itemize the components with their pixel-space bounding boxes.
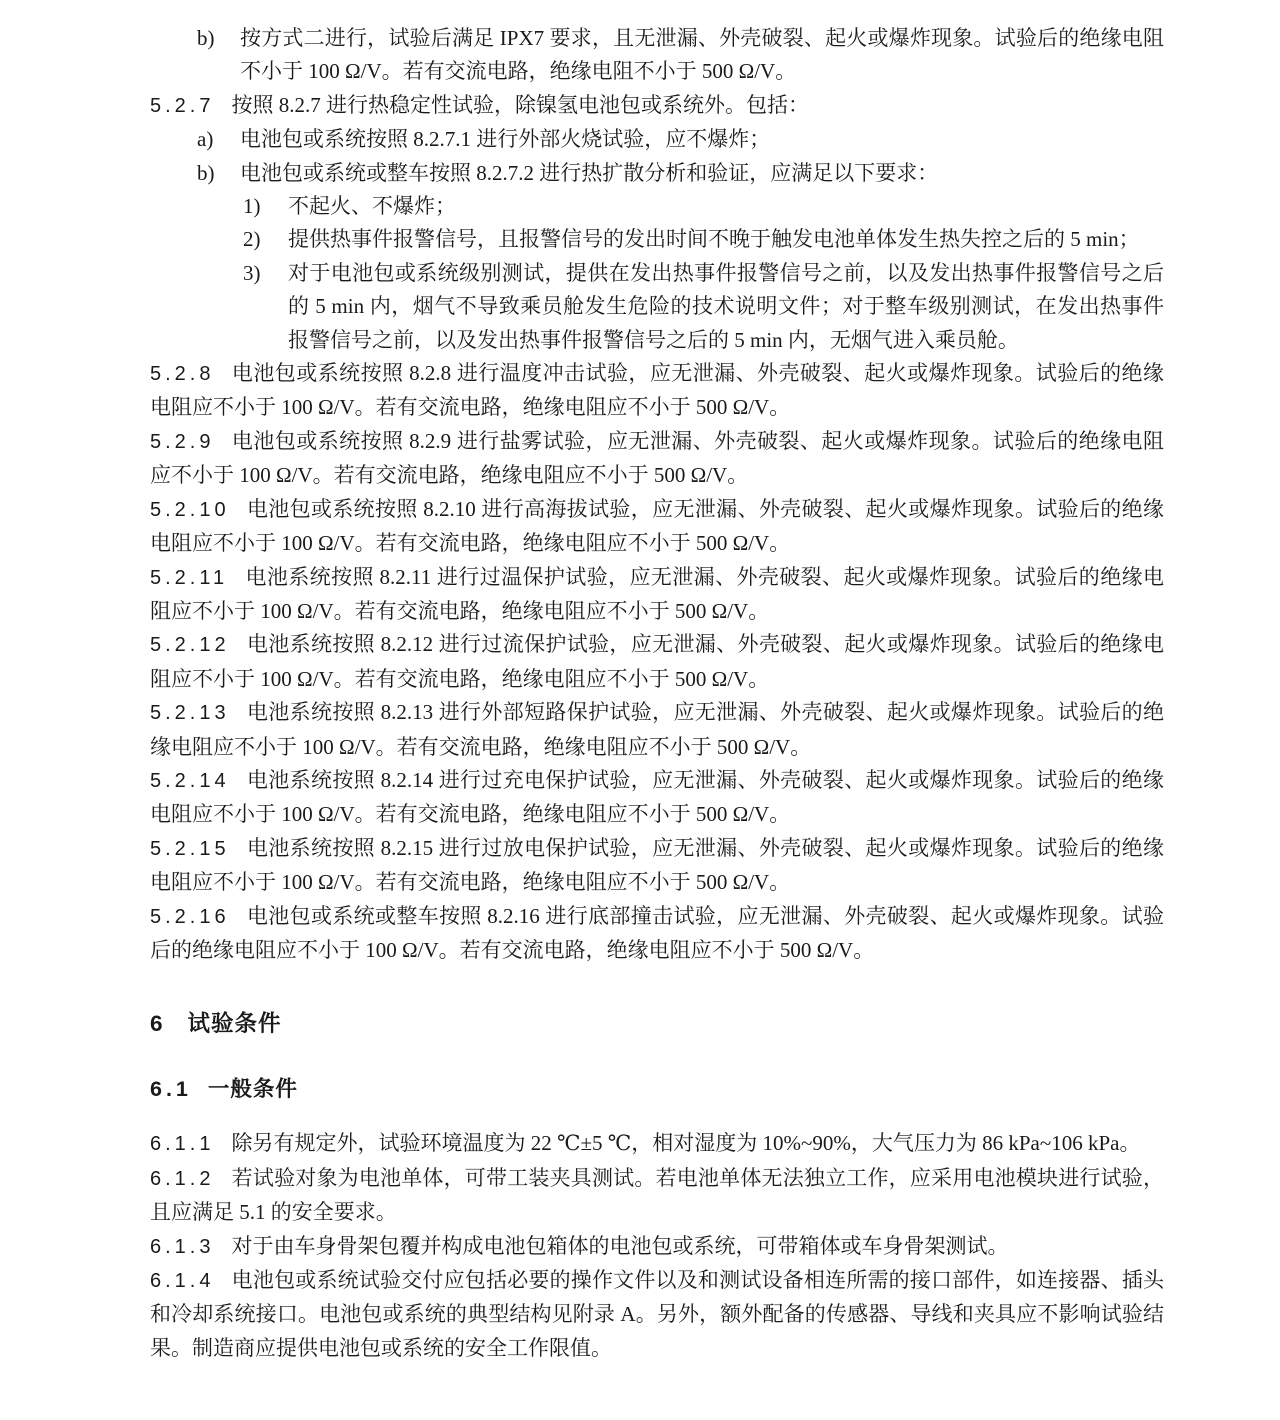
clause-text: 电池系统按照 8.2.13 进行外部短路保护试验，应无泄漏、外壳破裂、起火或爆炸现象。试验后的绝缘电阻应不小于 100 Ω/V。若有交流电路，绝缘电阻应不小于 500 Ω/V。 [150,700,1164,759]
list-item-label: a) [197,127,214,152]
clause-5-2-7 [150,89,1164,123]
clause-number: 6.1.4 [150,1270,215,1292]
list-item-b-intro [150,22,1164,89]
clause-number: 6.1.1 [150,1133,215,1156]
section-number: 6 [150,1011,163,1037]
clause-6-1-4 [150,1264,1164,1365]
sublist-item-1 [150,190,1164,223]
list-item-label: 1) [243,194,261,219]
clause-text: 电池系统按照 8.2.15 进行过放电保护试验，应无泄漏、外壳破裂、起火或爆炸现象。试验后的绝缘电阻应不小于 100 Ω/V。若有交流电路，绝缘电阻应不小于 500 Ω/V。 [150,835,1164,895]
clause-5-2-15 [150,832,1164,900]
list-item-text: 电池包或系统或整车按照 8.2.7.2 进行热扩散分析和验证，应满足以下要求： [240,160,939,185]
section-number: 6.1 [150,1077,192,1102]
clause-number: 5.2.11 [150,566,229,589]
clause-text: 电池包或系统按照 8.2.8 进行温度冲击试验，应无泄漏、外壳破裂、起火或爆炸现象。试验后的绝缘电阻应不小于 100 Ω/V。若有交流电路，绝缘电阻应不小于 500 Ω/V。 [150,361,1164,420]
clause-5-2-14 [150,764,1164,832]
list-item-label: 3) [243,260,261,285]
list-item-label: 2) [243,227,261,252]
clause-5-2-9 [150,425,1164,493]
list-item-text: 对于电池包或系统级别测试，提供在发出热事件报警信号之前，以及发出热事件报警信号之后的 5 min 内，烟气不导致乘员舱发生危险的技术说明文件；对于整车级别测试，在发出热事件报警信号之前，以及发出热事件报警信号之后的 5 min 内，无烟气进入乘员舱。 [288,260,1164,352]
clause-number: 5.2.15 [150,837,230,860]
clause-number: 5.2.8 [150,363,215,386]
section-title: 试验条件 [187,1011,282,1037]
list-item-text: 按方式二进行，试验后满足 IPX7 要求，且无泄漏、外壳破裂、起火或爆炸现象。试验后的绝缘电阻不小于 100 Ω/V。若有交流电路，绝缘电阻不小于 500 Ω/V。 [240,26,1164,84]
list-item-text: 提供热事件报警信号，且报警信号的发出时间不晚于触发电池单体发生热失控之后的 5 min； [288,227,1140,252]
clause-number: 6.1.2 [150,1167,215,1190]
clause-5-2-8 [150,357,1164,425]
clause-5-2-16 [150,900,1164,968]
clause-number: 5.2.7 [150,94,215,117]
clause-5-2-12 [150,628,1164,696]
clause-text: 对于由车身骨架包覆并构成电池包箱体的电池包或系统，可带箱体或车身骨架测试。 [231,1233,1009,1258]
clause-6-1-2 [150,1162,1164,1230]
clause-text: 电池系统按照 8.2.11 进行过温保护试验，应无泄漏、外壳破裂、起火或爆炸现象。试验后的绝缘电阻应不小于 100 Ω/V。若有交流电路，绝缘电阻应不小于 500 Ω/V。 [150,564,1164,623]
list-item-label: b) [197,160,215,185]
clause-text: 电池包或系统试验交付应包括必要的操作文件以及和测试设备相连所需的接口部件，如连接器、插头和冷却系统接口。电池包或系统的典型结构见附录 A。另外，额外配备的传感器、导线和夹具应不影响试验结果。制造商应提供电池包或系统的安全工作限值。 [150,1268,1164,1360]
section-heading-6 [150,1007,1164,1041]
clause-5-2-11 [150,561,1164,629]
clause-text: 按照 8.2.7 进行热稳定性试验，除镍氢电池包或系统外。包括： [231,92,809,117]
clause-number: 5.2.9 [150,430,215,453]
list-item-b [150,157,1164,190]
clause-text: 电池包或系统按照 8.2.9 进行盐雾试验，应无泄漏、外壳破裂、起火或爆炸现象。试验后的绝缘电阻应不小于 100 Ω/V。若有交流电路，绝缘电阻应不小于 500 Ω/V。 [150,428,1164,488]
clause-number: 5.2.14 [150,769,230,792]
sublist-item-2 [150,223,1164,256]
section-title: 一般条件 [207,1077,298,1102]
clause-6-1-3 [150,1230,1164,1264]
list-item-label: b) [197,26,215,50]
clause-number: 5.2.16 [150,905,230,928]
clause-text: 电池系统按照 8.2.12 进行过流保护试验，应无泄漏、外壳破裂、起火或爆炸现象。试验后的绝缘电阻应不小于 100 Ω/V。若有交流电路，绝缘电阻应不小于 500 Ω/V。 [150,632,1164,691]
clause-text: 除另有规定外，试验环境温度为 22 ℃±5 ℃，相对湿度为 10%~90%，大气压力为 86 kPa~106 kPa。 [231,1131,1141,1156]
list-item-text: 电池包或系统按照 8.2.7.1 进行外部火烧试验，应不爆炸； [240,127,771,152]
clause-text: 电池包或系统按照 8.2.10 进行高海拔试验，应无泄漏、外壳破裂、起火或爆炸现象。试验后的绝缘电阻应不小于 100 Ω/V。若有交流电路，绝缘电阻应不小于 500 Ω/V。 [150,496,1164,556]
clause-text: 电池系统按照 8.2.14 进行过充电保护试验，应无泄漏、外壳破裂、起火或爆炸现象。试验后的绝缘电阻应不小于 100 Ω/V。若有交流电路，绝缘电阻应不小于 500 Ω/V。 [150,767,1164,827]
clause-number: 5.2.10 [150,498,230,521]
page-content [150,0,1164,1365]
list-item-text: 不起火、不爆炸； [288,194,456,219]
clause-number: 5.2.12 [150,634,230,657]
clause-text: 电池包或系统或整车按照 8.2.16 进行底部撞击试验，应无泄漏、外壳破裂、起火或爆炸现象。试验后的绝缘电阻应不小于 100 Ω/V。若有交流电路，绝缘电阻应不小于 500 Ω/V。 [150,903,1164,962]
clause-number: 5.2.13 [150,702,230,725]
section-heading-6-1 [150,1073,1164,1106]
sublist-item-3 [150,257,1164,357]
clause-6-1-1 [150,1127,1164,1161]
clause-number: 6.1.3 [150,1235,215,1258]
clause-text: 若试验对象为电池单体，可带工装夹具测试。若电池单体无法独立工作，应采用电池模块进行试验，且应满足 5.1 的安全要求。 [150,1165,1164,1225]
clause-5-2-13 [150,696,1164,764]
clause-5-2-10 [150,493,1164,561]
list-item-a [150,123,1164,156]
